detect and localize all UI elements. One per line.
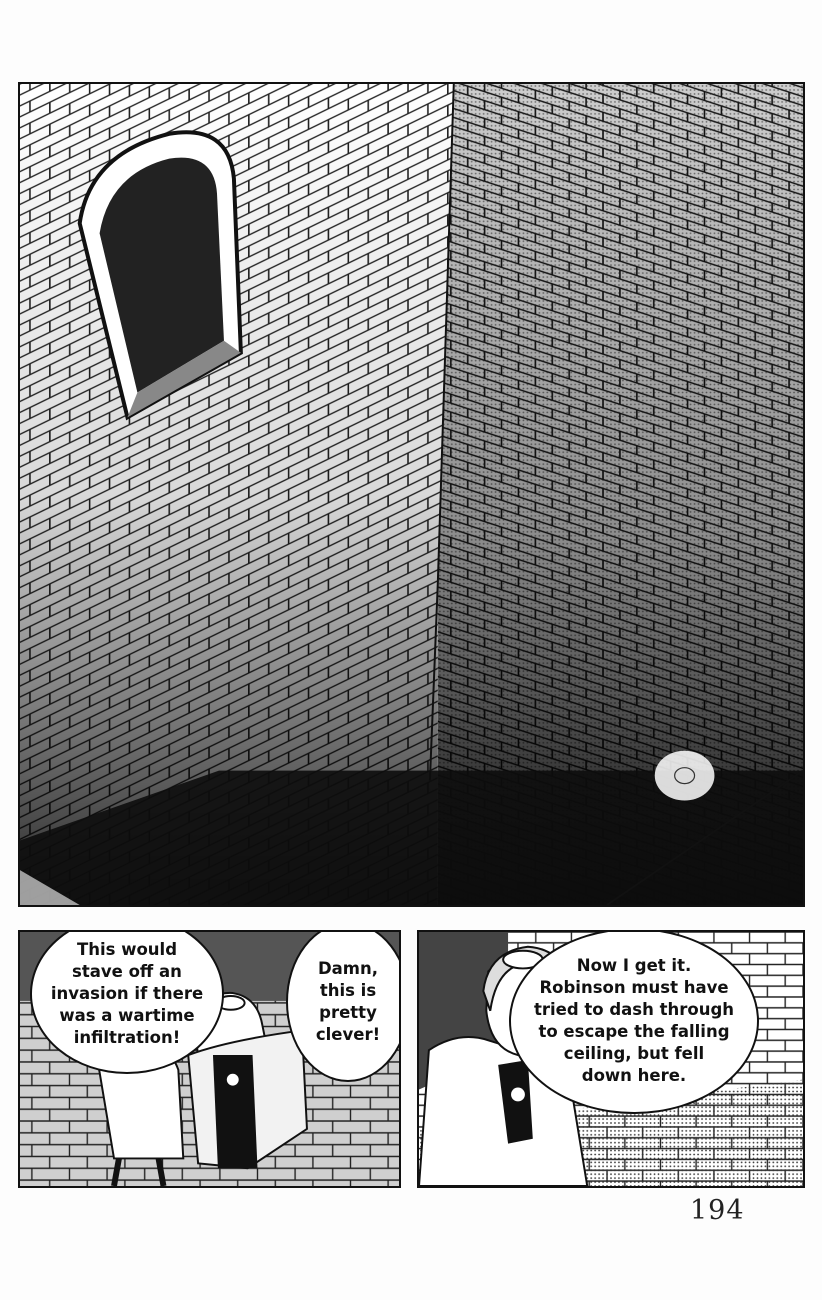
page-number: 194	[690, 1195, 745, 1226]
balloon-text: Damn, this is pretty clever!	[315, 959, 381, 1044]
stone-shaft-panel	[18, 82, 805, 907]
speech-balloon-robinson	[509, 930, 759, 1114]
balloon-text: Now I get it. Robinson must have tried to dash through to escape the falling ceiling, but fell down here.	[533, 956, 735, 1085]
two-figures-panel	[18, 930, 401, 1188]
aviator-panel	[417, 930, 805, 1188]
balloon-text: This would stave off an invasion if there was a wartime infiltration!	[50, 940, 204, 1047]
stone-shaft-illustration	[20, 84, 803, 905]
